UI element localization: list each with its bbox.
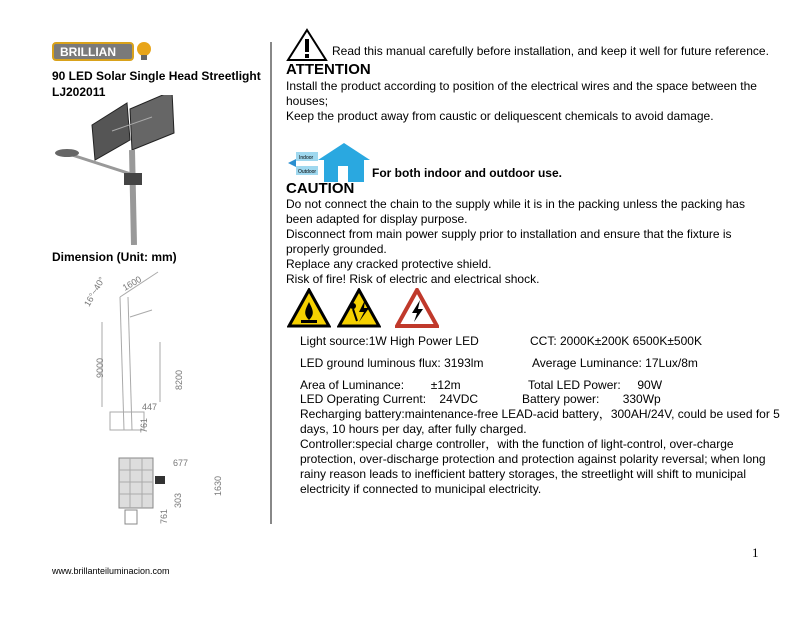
product-model: LJ202011 [52, 85, 106, 99]
hazard-icons [287, 288, 447, 330]
footer-url[interactable]: www.brillanteiluminacion.com [52, 566, 170, 576]
dim-447: 447 [142, 402, 158, 412]
warning-text: Read this manual carefully before installation, and keep it well for future reference. [332, 44, 769, 58]
column-divider [270, 42, 272, 524]
caution-line1: Do not connect the chain to the supply while it is in the packing unless the packing has been adapted for display purpose. [286, 197, 745, 226]
dim-761a: 761 [139, 417, 149, 433]
brand-logo [52, 40, 162, 62]
dim-angle: 16°~40° [82, 275, 107, 309]
spec-avg-luminance: Average Luminance: 17Lux/8m [532, 356, 698, 370]
dimension-drawing [80, 262, 220, 437]
outdoor-label: Outdoor [298, 169, 317, 175]
warning-triangle-icon [286, 28, 328, 62]
dim-677: 677 [173, 458, 189, 468]
spec-battery-power: Battery power: 330Wp [522, 392, 661, 406]
electric-shock-hazard-icon [337, 288, 381, 328]
spec-controller: Controller:special charge controller，with the function of light-control, over-charge protection, over-discharge protection and protection against polarity reversal; when long rainy reason leads to inefficient battery storages, the streetlight will shift to municipal electricity if connected to municipal electricity. [300, 437, 766, 496]
spec-current: LED Operating Current: 24VDC [300, 392, 479, 406]
spec-battery: Recharging battery:maintenance-free LEAD-acid battery，300AH/24V, could be used for 5 days, 10 hours per day, after fully charged. [300, 407, 780, 436]
dim-1600: 1600 [120, 274, 144, 293]
high-voltage-icon [395, 288, 439, 328]
dimension-label: Dimension (Unit: mm) [52, 250, 177, 264]
fire-hazard-icon [287, 288, 331, 328]
product-photo [52, 95, 212, 245]
panel-drawing [115, 452, 225, 532]
spec-area: Area of Luminance: ±12m [300, 378, 461, 392]
attention-line2: Keep the product away from caustic or deliquescent chemicals to avoid damage. [286, 109, 714, 123]
dim-1630: 1630 [213, 475, 223, 496]
logo-text: BRILLIAN [60, 45, 116, 59]
caution-line3: Replace any cracked protective shield. [286, 257, 492, 271]
attention-body [286, 79, 786, 124]
warning-notice [286, 28, 769, 65]
dim-9000: 9000 [95, 357, 105, 378]
attention-line1: Install the product according to position of the electrical wires and the space between the houses; [286, 79, 757, 108]
indoor-outdoor-text: For both indoor and outdoor use. [372, 166, 562, 180]
page-number: 1 [752, 545, 759, 560]
caution-line4: Risk of fire! Risk of electric and electrical shock. [286, 272, 540, 286]
caution-heading: CAUTION [286, 180, 355, 197]
caution-body [286, 197, 766, 287]
spec-cct: CCT: 2000K±200K 6500K±500K [530, 334, 702, 348]
spec-light-source: Light source:1W High Power LED [300, 334, 479, 348]
dim-761b: 761 [159, 508, 169, 524]
indoor-label: Indoor [299, 155, 314, 161]
dim-8200: 8200 [174, 369, 184, 390]
attention-heading: ATTENTION [286, 61, 371, 78]
spec-total-power: Total LED Power: 90W [528, 378, 663, 392]
spec-flux: LED ground luminous flux: 3193lm [300, 356, 484, 370]
product-title-line1: 90 LED Solar Single Head Streetlight [52, 69, 261, 83]
caution-line2: Disconnect from main power supply prior to installation and ensure that the fixture is properly grounded. [286, 227, 732, 256]
dim-303: 303 [173, 492, 183, 508]
